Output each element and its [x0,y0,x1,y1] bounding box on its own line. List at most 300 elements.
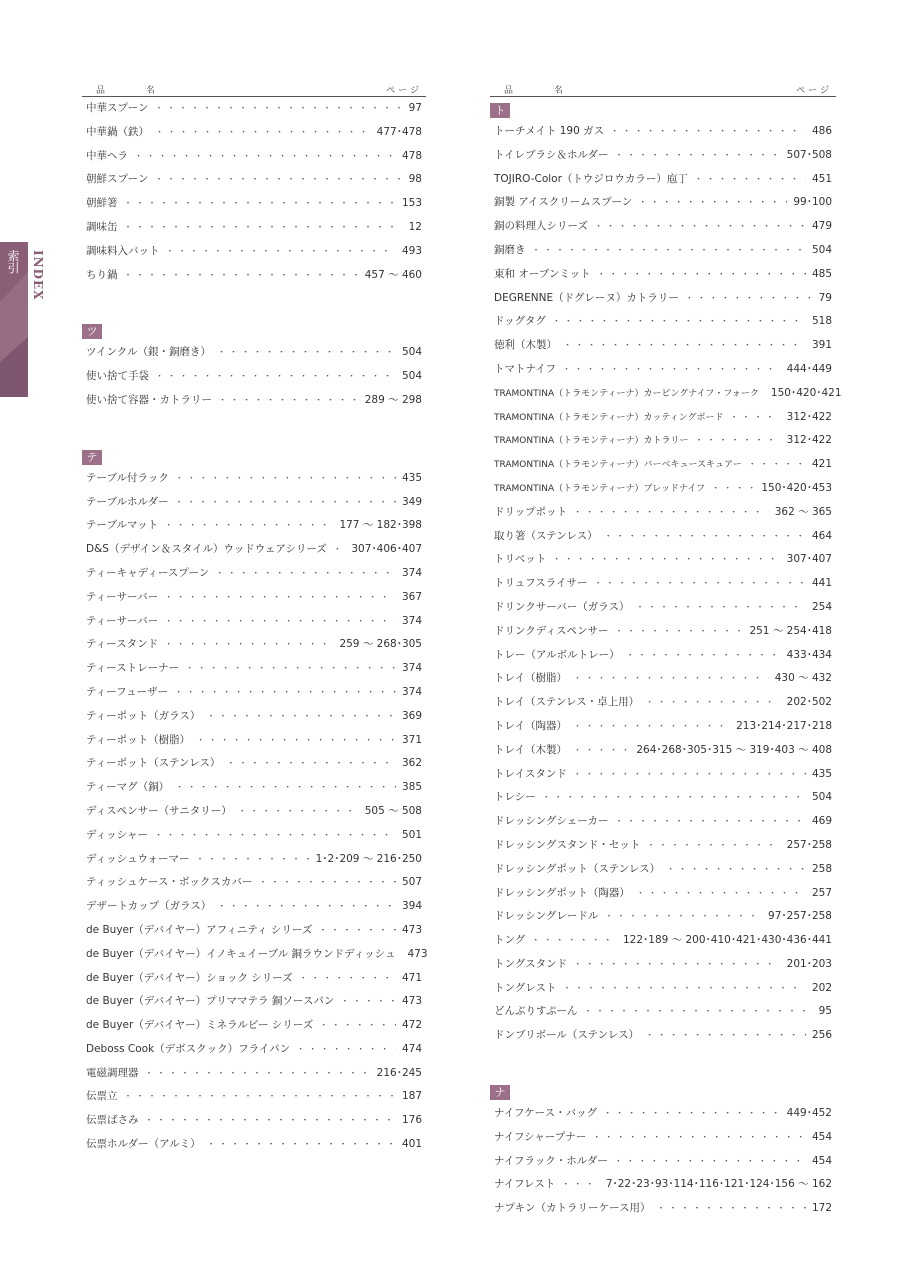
entry-page: 289 ～ 298 [364,393,422,406]
index-entry [490,834,836,858]
entry-name: TRAMONTINA（トラモンティーナ）カトラリー [494,436,689,447]
entry-name: ドレッシングポット（陶器） [494,886,630,899]
entry-page: 7･22･23･93･114･116･121･124･156 ～ 162 [605,1178,832,1191]
index-section [82,444,426,1157]
entry-name: トイレブラシ＆ホルダー [494,148,609,161]
dot-leader [532,240,806,264]
entry-name: デザートカップ（ガラス） [86,900,212,913]
dot-leader [166,241,396,265]
entry-page: 435 [401,471,422,484]
index-entry [490,239,836,263]
header-page-label: ページ [796,86,832,96]
entry-name: 銅の料理人シリーズ [494,220,588,233]
entry-page: 374 [401,614,422,627]
entry-page: 122･189 ～ 200･410･421･430･436･441 [622,934,832,947]
dot-leader [154,169,402,193]
entry-page: 507 [401,876,422,889]
dot-leader [340,991,396,1015]
dot-leader [573,740,630,764]
index-entry [82,1133,426,1157]
dot-leader [124,265,359,289]
entry-page: 349 [401,495,422,508]
entry-name: 伝票ホルダー（アルミ） [86,1138,201,1151]
dot-leader [154,98,402,122]
entry-name: 電磁調理器 [86,1066,139,1079]
entry-name: Deboss Cook（デボスクック）フライパン [86,1042,291,1055]
entry-name: ナイフレスト [494,1178,556,1191]
dot-leader [164,587,396,611]
entry-name: TRAMONTINA（トラモンティーナ）カービングナイフ・フォーク [494,388,759,399]
entry-page: 504 [401,346,422,359]
entry-name: 東和 オーブンミット [494,267,591,280]
entry-page: 469 [811,815,832,828]
entry-name: 徳利（木製） [494,339,557,352]
entry-page: 256 [811,1029,832,1042]
entry-name: 取り箸（ステンレス） [494,529,598,542]
entry-name: TRAMONTINA（トラモンティーナ）バーベキュースキュアー [494,460,742,471]
entry-page: 98 [408,173,422,186]
dot-leader [552,311,806,335]
index-entry [490,644,836,668]
index-entry [490,1197,836,1221]
entry-page: 371 [401,733,422,746]
dot-leader [573,764,806,788]
entry-page: 264･268･305･315 ～ 319･403 ～ 408 [636,743,832,756]
entry-page: 259 ～ 268･305 [339,638,422,651]
entry-page: 150･420･421 [770,386,842,399]
entry-page: 474 [401,1042,422,1055]
entry-name: 銅磨き [494,243,526,256]
entry-page: 213･214･217･218 [736,719,832,732]
dot-leader [206,706,396,730]
entry-name: ティッシュケース・ボックスカバー [86,876,253,889]
dot-leader [155,366,396,390]
entry-name: ドンブリボール（ステンレス） [494,1029,640,1042]
index-entry [82,681,426,705]
index-entry [490,453,836,477]
entry-page: 464 [811,529,832,542]
entry-name: ティーマグ（銅） [86,781,170,794]
index-entry [490,596,836,620]
dot-leader [615,811,806,835]
index-entry [490,525,836,549]
dot-leader [656,1198,806,1222]
entry-name: トリュフスライサー [494,577,588,590]
index-entry [82,1014,426,1038]
dot-leader [711,478,755,502]
entry-page: 97 [408,102,422,114]
entry-page: 479 [811,220,832,233]
entry-page: 12 [408,220,422,233]
entry-page: 507･508 [786,148,832,161]
entry-page: 504 [811,243,832,256]
index-entry [82,895,426,919]
entry-name: ティーポット（ガラス） [86,709,201,722]
entry-name: トーチメイト 190 ガス [494,125,605,137]
index-section [82,97,426,287]
index-section [490,1079,836,1221]
entry-name: 朝鮮スプーン [86,173,149,186]
header-page-label: ページ [386,86,422,96]
entry-page: 444･449 [786,362,832,375]
entry-name: 中華鍋（鉄） [86,125,149,138]
index-entry [82,800,426,824]
entry-page: 454 [811,1130,832,1143]
entry-name: 銅製 アイスクリームスプーン [494,196,633,209]
entry-name: D&S（デザイン＆スタイル）ウッドウェアシリーズ [86,543,327,556]
entry-name: de Buyer（デバイヤー）プリママテラ 銅ソースパン [86,995,335,1008]
index-entry [490,310,836,334]
dot-leader [218,390,359,414]
entry-page: 518 [811,315,832,328]
index-tab-en: INDEX [31,250,45,301]
entry-name: ドレッシングレードル [494,910,599,923]
index-entry [82,848,426,872]
dot-leader [593,573,806,597]
dot-leader [175,468,396,492]
entry-name: ディスペンサー（サニタリー） [86,804,232,817]
entry-page: 362 ～ 365 [774,505,832,518]
dot-leader [258,872,396,896]
index-entry [490,905,836,929]
dot-leader [562,978,805,1002]
index-entry [490,572,836,596]
index-entry [82,705,426,729]
dot-leader [666,859,806,883]
entry-page: 486 [811,125,832,137]
index-entry [490,977,836,1001]
entry-name: de Buyer（デバイヤー）ショック シリーズ [86,971,293,984]
entry-page: 433･434 [786,648,832,661]
dot-leader [615,145,781,169]
index-entry [490,358,836,382]
index-entry [82,1062,426,1086]
index-entry [490,548,836,572]
dot-leader [604,526,806,550]
index-entry [490,168,836,192]
dot-leader [134,146,396,170]
index-entry [490,620,836,644]
dot-leader [552,549,780,573]
index-section [82,318,426,412]
entry-page: 254 [811,600,832,613]
entry-page: 485 [811,267,832,280]
index-entry [490,1102,836,1126]
entry-name: ツインクル（銀・銅磨き） [86,346,211,359]
dot-leader [610,121,806,145]
entry-name: トングレスト [494,981,557,994]
entry-page: 367 [401,590,422,603]
entry-page: 79 [818,291,832,304]
index-entry [82,264,426,288]
entry-name: ドレッシングスタンド・セット [494,838,641,851]
dot-leader [694,430,780,454]
entry-name: トレイ（陶器） [494,719,567,732]
section-kana-label: ト [490,103,510,118]
entry-name: テーブルホルダー [86,495,169,508]
dot-leader [175,777,396,801]
entry-page: 504 [401,370,422,383]
dot-leader [626,645,781,669]
entry-page: 391 [811,339,832,352]
dot-leader [694,169,806,193]
entry-name: ティーサーバー [86,614,159,627]
dot-leader [124,1086,396,1110]
entry-page: 374 [401,685,422,698]
dot-leader [175,492,396,516]
dot-leader [685,288,813,312]
entry-page: 394 [401,900,422,913]
entry-name: 伝票立 [86,1090,118,1103]
section-gap [490,1048,836,1079]
index-entry [82,121,426,145]
section-gap [82,413,426,444]
entry-page: 374 [401,662,422,675]
entry-page: 451 [811,172,832,185]
entry-name: 朝鮮箸 [86,197,118,210]
index-entry [490,1000,836,1024]
entry-page: 172 [811,1202,832,1215]
entry-name: de Buyer（デバイヤー）アフィニティ シリーズ [86,923,313,936]
column-header [82,80,426,97]
dot-leader [145,1110,396,1134]
entry-page: 473 [401,923,422,936]
dot-leader [124,193,396,217]
dot-leader [604,906,762,930]
index-entry [490,810,836,834]
dot-leader [164,611,396,635]
index-entry [490,287,836,311]
index-entry [82,1038,426,1062]
entry-page: 99･100 [793,196,832,209]
index-entry [82,871,426,895]
index-entry [490,382,842,406]
index-entry [82,752,426,776]
index-section [490,97,842,1048]
index-entry [82,467,426,491]
entry-name: トレー（アルボルトレー） [494,648,620,661]
entry-page: 258 [811,862,832,875]
entry-name: ドレッシングシェーカー [494,815,609,828]
entry-name: ドリンクディスペンサー [494,624,609,637]
dot-leader [614,1151,806,1175]
entry-page: 257･258 [786,838,832,851]
index-entry [490,691,836,715]
entry-name: ナイフシャープナー [494,1130,587,1143]
dot-leader [155,122,371,146]
entry-page: 430 ～ 432 [774,672,832,685]
index-entry [490,429,836,453]
entry-name: de Buyer（デバイヤー）ミネラルビー シリーズ [86,1019,314,1032]
dot-leader [563,335,806,359]
section-gap [82,287,426,318]
index-entry [490,263,836,287]
index-entry [490,215,836,239]
entry-page: 457 ～ 460 [364,268,422,281]
entry-page: 493 [401,244,422,257]
index-entry [82,943,426,967]
index-entry [82,919,426,943]
entry-name: 中華ヘラ [86,149,128,162]
dot-leader [124,217,403,241]
entry-name: トングスタンド [494,957,568,970]
entry-page: 449･452 [786,1107,832,1120]
dot-leader [196,730,396,754]
index-entry [82,216,426,240]
entry-name: トレイ（ステンレス・卓上用） [494,696,640,709]
dot-leader [145,1063,371,1087]
dot-leader [217,896,396,920]
entry-page: 95 [818,1005,832,1018]
left-index-column [82,80,426,1157]
dot-leader [296,1039,396,1063]
index-entry [490,667,836,691]
entry-page: 312･422 [786,410,832,423]
entry-name: トング [494,934,526,947]
entry-page: 374 [401,566,422,579]
entry-page: 362 [401,757,422,770]
entry-page: 477･478 [376,125,422,138]
index-entry [82,192,426,216]
entry-page: 201･203 [786,957,832,970]
index-entry [82,491,426,515]
dot-leader [531,930,617,954]
dot-leader [226,753,396,777]
dot-leader [164,634,333,658]
entry-name: 使い捨て手袋 [86,370,149,383]
dot-leader [217,342,396,366]
dot-leader [597,264,806,288]
entry-page: 473 [407,947,428,960]
entry-page: 187 [401,1090,422,1103]
entry-page: 369 [401,709,422,722]
entry-page: 478 [401,149,422,162]
index-entry [490,715,836,739]
dot-leader [319,1015,396,1039]
entry-name: ナイフケース・バッグ [494,1107,598,1120]
entry-page: 505 ～ 508 [364,804,422,817]
section-kana-label: ツ [82,324,102,339]
entry-page: 1･2･209 ～ 216･250 [315,852,422,865]
entry-name: トリベット [494,553,547,566]
index-entry [82,97,426,121]
dot-leader [592,1127,806,1151]
entry-name: 中華スプーン [86,102,149,114]
dot-leader [646,835,780,859]
dot-leader [562,359,781,383]
index-entry [82,514,426,538]
index-entry [82,240,426,264]
dot-leader [645,1025,806,1049]
entry-name: DEGRENNE（ドグレーヌ）カトラリー [494,291,679,304]
entry-page: 202 [811,981,832,994]
index-entry [490,882,836,906]
entry-name: ディッシュウォーマー [86,852,190,865]
index-entry [490,144,836,168]
index-entry [82,990,426,1014]
entry-page: 202･502 [786,696,832,709]
entry-name: テーブル付ラック [86,471,169,484]
index-entry [490,501,836,525]
entry-name: トレイ（樹脂） [494,672,567,685]
entry-name: ティーサーバー [86,590,159,603]
dot-leader [573,502,769,526]
entry-page: 251 ～ 254･418 [749,624,832,637]
entry-name: どんぶりすぷーん [494,1005,578,1018]
index-entry [82,586,426,610]
entry-name: トレイ（木製） [494,743,567,756]
index-entry [82,610,426,634]
index-entry [82,365,426,389]
index-entry [82,168,426,192]
header-name-label: 品 名 [96,86,172,96]
entry-page: 501 [401,828,422,841]
dot-leader [614,621,743,645]
entry-name: ティースタンド [86,638,159,651]
entry-page: 454 [811,1154,832,1167]
index-entry [82,824,426,848]
entry-name: ナイフラック・ホルダー [494,1154,608,1167]
index-entry [490,786,836,810]
entry-page: 257 [811,886,832,899]
dot-leader [164,515,333,539]
entry-name: テーブルマット [86,519,159,532]
entry-name: 調味料入バット [86,244,160,257]
dot-leader [154,825,396,849]
index-entry [490,1173,836,1197]
entry-name: ティーストレーナー [86,662,180,675]
index-entry [82,633,426,657]
entry-page: 177 ～ 182･398 [339,519,422,532]
dot-leader [636,883,806,907]
dot-leader [635,597,806,621]
index-entry [82,538,426,562]
entry-name: TOJIRO-Color（トウジロウカラー）庖丁 [494,172,688,185]
entry-name: 伝票ばさみ [86,1114,139,1127]
entry-page: 504 [811,791,832,804]
index-entry [490,120,836,144]
entry-name: ナプキン（カトラリーケース用） [494,1202,651,1215]
dot-leader [645,692,780,716]
section-kana-label: テ [82,450,102,465]
dot-leader [333,539,345,563]
dot-leader [318,920,396,944]
entry-name: 使い捨て容器・カトラリー [86,393,212,406]
entry-name: TRAMONTINA（トラモンティーナ）ブレッドナイフ [494,483,706,494]
dot-leader [196,849,310,873]
index-entry [490,406,836,430]
entry-name: トレイスタンド [494,767,567,780]
dot-leader [299,968,396,992]
entry-name: ドリップポット [494,505,568,518]
index-entry [82,389,426,413]
entry-name: トマトナイフ [494,362,556,375]
entry-name: ドリンクサーバー（ガラス） [494,600,630,613]
dot-leader [638,192,787,216]
entry-name: TRAMONTINA（トラモンティーナ）カッティングボード [494,412,724,423]
index-side-tab [0,242,28,397]
index-entry [82,967,426,991]
entry-name: ティーポット（樹脂） [86,733,191,746]
entry-name: ドッグタグ [494,315,546,328]
index-entry [82,1109,426,1133]
index-entry [490,1126,836,1150]
entry-page: 441 [811,577,832,590]
entry-page: 153 [401,197,422,210]
entry-name: ディッシャー [86,828,148,841]
dot-leader [748,454,806,478]
dot-leader [215,563,396,587]
